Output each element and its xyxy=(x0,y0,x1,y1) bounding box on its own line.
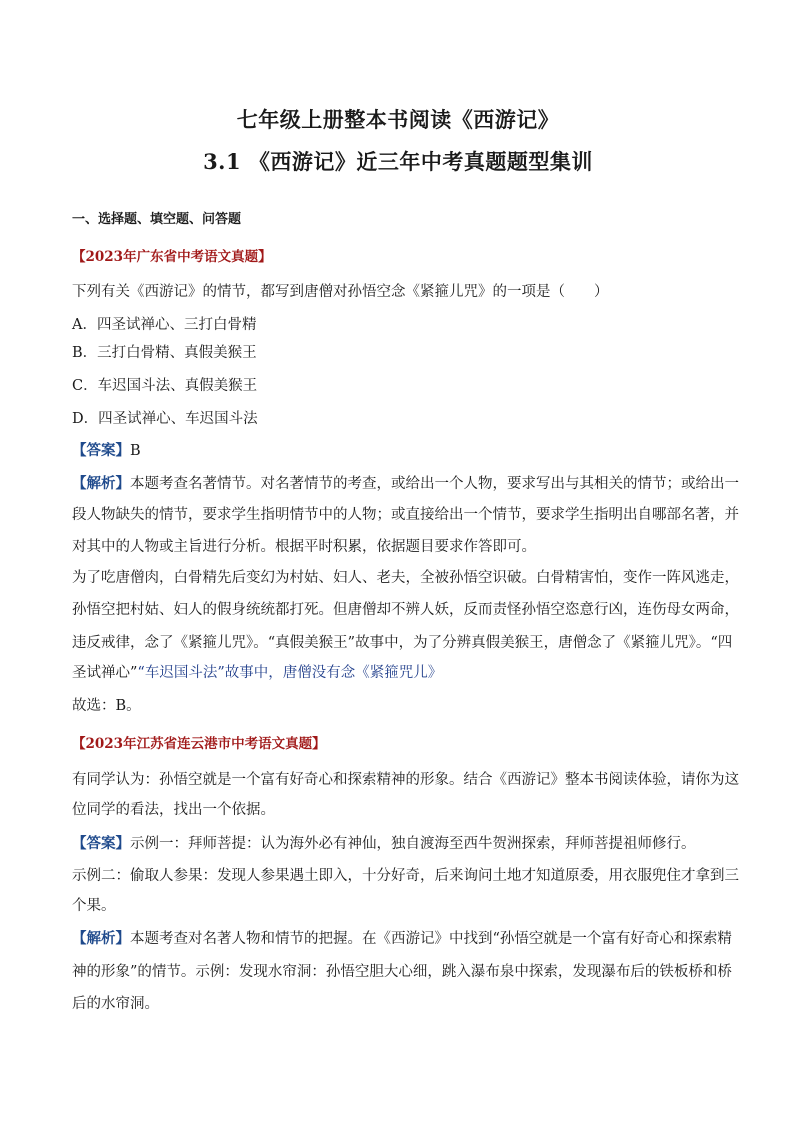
q1-option-d: D．四圣试禅心、车迟国斗法 xyxy=(72,411,258,427)
analysis-tag: 【解析】 xyxy=(72,475,130,492)
q1-paragraph-line: 孙悟空把村姑、妇人的假身统统都打死。但唐僧却不辨人妖，反而责怪孙悟空恣意行凶，连伤母女两命， xyxy=(72,602,739,618)
q1-option-b: B．三打白骨精、真假美猴王 xyxy=(72,345,257,361)
q1-option-c: C．车迟国斗法、真假美猴王 xyxy=(72,378,258,394)
q2-stem-line: 有同学认为：孙悟空就是一个富有好奇心和探索精神的形象。结合《西游记》整本书阅读体验，请你为这 xyxy=(72,772,739,788)
section-heading: 一、选择题、填空题、问答题 xyxy=(72,212,242,227)
analysis-tag: 【解析】 xyxy=(72,930,130,947)
q1-answer-value: B xyxy=(130,443,141,459)
q2-analysis-line: 后的水帘洞。 xyxy=(72,996,159,1012)
answer-tag: 【答案】 xyxy=(72,442,130,459)
q1-source: 【2023年广东省中考语文真题】 xyxy=(72,249,272,265)
q2-source: 【2023年江苏省连云港市中考语文真题】 xyxy=(72,736,326,752)
q1-analysis-line: 【解析】本题考查名著情节。对名著情节的考查，或给出一个人物，要求写出与其相关的情节；或给出一 xyxy=(72,475,739,492)
q1-paragraph-line: 为了吃唐僧肉，白骨精先后变幻为村姑、妇人、老夫，全被孙悟空识破。白骨精害怕，变作一阵风逃走， xyxy=(72,570,739,586)
q2-answer: 【答案】示例一：拜师菩提：认为海外必有神仙，独自渡海至西牛贺洲探索，拜师菩提祖师修行。 xyxy=(72,835,696,852)
q2-example-line: 个果。 xyxy=(72,898,116,914)
q2-analysis-line: 【解析】本题考查对名著人物和情节的把握。在《西游记》中找到“孙悟空就是一个富有好奇心和探索精 xyxy=(72,930,732,947)
answer-tag: 【答案】 xyxy=(72,835,130,852)
q2-stem-line: 位同学的看法，找出一个依据。 xyxy=(72,802,275,818)
q1-paragraph-line: 圣试禅心”“车迟国斗法”故事中，唐僧没有念《紧箍咒儿》 xyxy=(72,665,443,681)
q1-analysis-line: 对其中的人物或主旨进行分析。根据平时积累，依据题目要求作答即可。 xyxy=(72,539,536,555)
q2-analysis-line: 神的形象”的情节。示例：发现水帘洞：孙悟空胆大心细，跳入瀑布泉中探索，发现瀑布后的铁板桥和桥 xyxy=(72,964,732,980)
q1-conclusion: 故选：B。 xyxy=(72,698,141,714)
q1-option-a: A．四圣试禅心、三打白骨精 xyxy=(72,317,257,333)
q2-example-line: 示例二：偷取人参果：发现人参果遇土即入，十分好奇，后来询问土地才知道原委，用衣服兜住才拿到三 xyxy=(72,868,739,884)
q1-answer xyxy=(72,441,141,461)
q1-stem: 下列有关《西游记》的情节，都写到唐僧对孙悟空念《紧箍儿咒》的一项是（ ） xyxy=(72,284,609,300)
document-title: 七年级上册整本书阅读《西游记》 xyxy=(236,107,560,132)
q1-paragraph-line: 违反戒律，念了《紧箍儿咒》。“真假美猴王”故事中，为了分辨真假美猴王，唐僧念了《紧箍儿咒》。“四 xyxy=(72,635,733,651)
document-subtitle: 3.1 《西游记》近三年中考真题题型集训 xyxy=(203,149,593,174)
q1-analysis-line: 段人物缺失的情节，要求学生指明情节中的人物；或直接给出一个情节，要求学生指明出自哪部名著，并 xyxy=(72,507,739,523)
